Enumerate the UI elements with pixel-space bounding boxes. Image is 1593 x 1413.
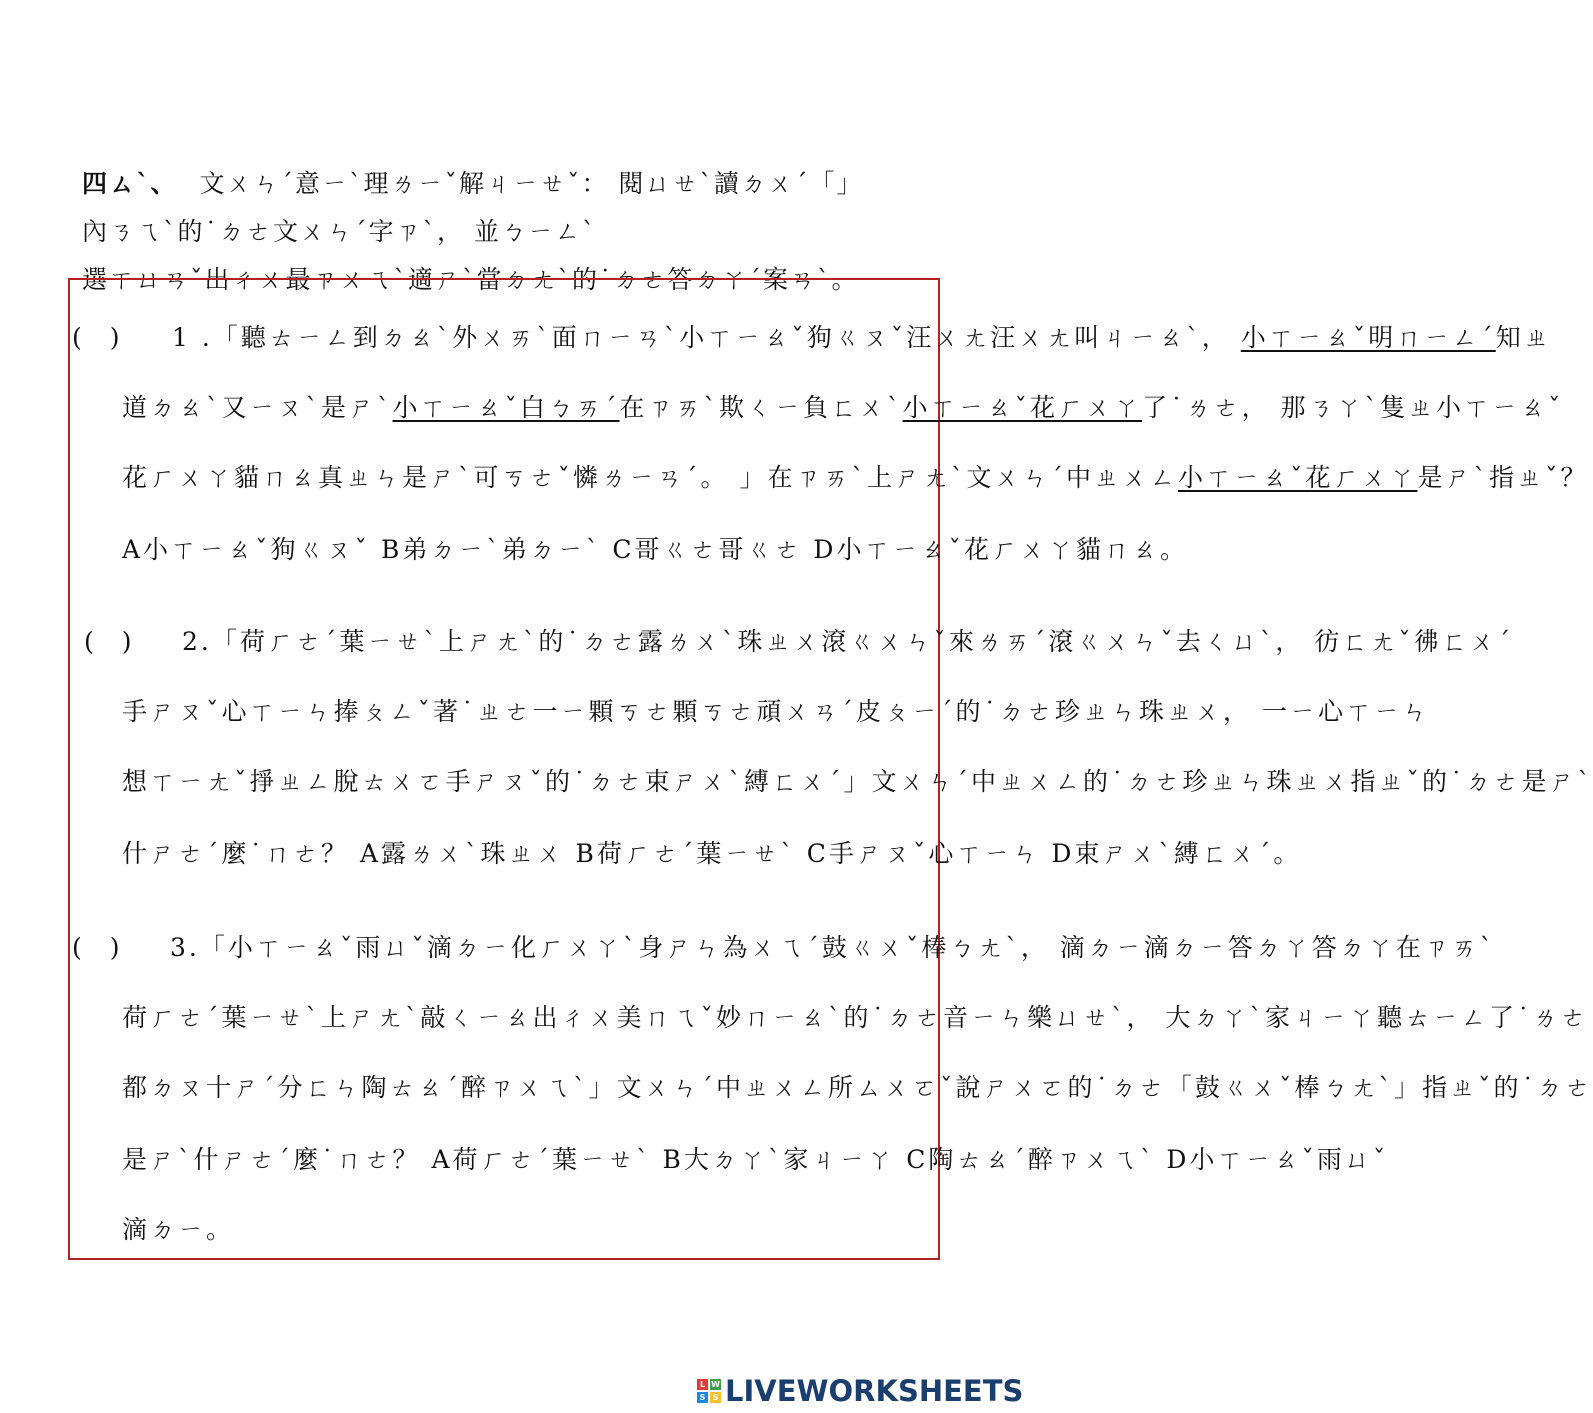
q1-line-1: 1 .「聽ㄊㄧㄥ到ㄉㄠˋ外ㄨㄞˋ面ㄇㄧㄢˋ小ㄒㄧㄠˇ狗ㄍㄡˇ汪ㄨㄤ汪ㄨㄤ叫ㄐㄧㄠˋ， 小ㄒㄧㄠˇ明ㄇㄧㄥˊ知ㄓ [172,323,1552,352]
q2-options: 什ㄕㄜˊ麼˙ㄇㄜ？ A露ㄌㄨˋ珠ㄓㄨ B荷ㄏㄜˊ葉ㄧㄝˋ C手ㄕㄡˇ心ㄒㄧㄣ D束ㄕㄨˋ縛ㄈㄨˊ。 [122,839,1302,868]
q1-options: A小ㄒㄧㄠˇ狗ㄍㄡˇ B弟ㄉㄧˋ弟ㄉㄧˋ C哥ㄍㄜ哥ㄍㄜ D小ㄒㄧㄠˇ花ㄏㄨㄚ貓ㄇㄠ。 [122,535,1188,564]
q2-answer-blank[interactable]: ( ) [84,627,132,656]
liveworksheets-logo[interactable] [697,1373,1023,1409]
heading-instruction-2: 選ㄒㄩㄢˇ出ㄔㄨ最ㄗㄨㄟˋ適ㄕˋ當ㄉㄤˋ的˙ㄉㄜ答ㄉㄚˊ案ㄢˋ。 [82,265,859,294]
q3-line-5: 滴ㄉㄧ。 [122,1215,235,1244]
q2-line-3: 想ㄒㄧㄤˇ掙ㄓㄥ脫ㄊㄨㄛ手ㄕㄡˇ的˙ㄉㄜ束ㄕㄨˋ縛ㄈㄨˊ」文ㄨㄣˊ中ㄓㄨㄥ的˙ㄉㄜ珍ㄓㄣ珠ㄓㄨ指ㄓˇ的˙ㄉㄜ是ㄕˋ [122,767,1593,796]
q1-answer-blank[interactable]: ( ) [72,323,120,352]
heading-line-1 [82,160,882,256]
q2-line-1: 2.「荷ㄏㄜˊ葉ㄧㄝˋ上ㄕㄤˋ的˙ㄉㄜ露ㄌㄨˋ珠ㄓㄨ滾ㄍㄨㄣˇ來ㄌㄞˊ滾ㄍㄨㄣˇ去ㄑㄩˋ， 彷ㄈㄤˇ彿ㄈㄨˊ [182,627,1514,656]
q1-line-3: 花ㄏㄨㄚ貓ㄇㄠ真ㄓㄣ是ㄕˋ可ㄎㄜˇ憐ㄌㄧㄢˊ。 」在ㄗㄞˋ上ㄕㄤˋ文ㄨㄣˊ中ㄓㄨㄥ小ㄒㄧㄠˇ花ㄏㄨㄚ是ㄕˋ指ㄓˇ？ [122,463,1589,492]
q1-line-2: 道ㄉㄠˋ又ㄧㄡˋ是ㄕˋ小ㄒㄧㄠˇ白ㄅㄞˊ在ㄗㄞˋ欺ㄑㄧ負ㄈㄨˋ小ㄒㄧㄠˇ花ㄏㄨㄚ了˙ㄌㄜ， 那ㄋㄚˋ隻ㄓ小ㄒㄧㄠˇ [122,393,1564,422]
heading-instruction-1: 文ㄨㄣˊ意ㄧˋ理ㄌㄧˇ解ㄐㄧㄝˇ： 閱ㄩㄝˋ讀ㄉㄨˊ「」內ㄋㄟˋ的˙ㄉㄜ文ㄨㄣˊ字ㄗˋ， 並ㄅㄧㄥˋ [82,169,864,246]
q3-options: 是ㄕˋ什ㄕㄜˊ麼˙ㄇㄜ？ A荷ㄏㄜˊ葉ㄧㄝˋ B大ㄉㄚˋ家ㄐㄧㄚ C陶ㄊㄠˊ醉ㄗㄨㄟˋ D小ㄒㄧㄠˇ雨ㄩˇ [122,1145,1389,1174]
q2-line-2: 手ㄕㄡˇ心ㄒㄧㄣ捧ㄆㄥˇ著˙ㄓㄜ一ㄧ顆ㄎㄜ顆ㄎㄜ頑ㄨㄢˊ皮ㄆㄧˊ的˙ㄉㄜ珍ㄓㄣ珠ㄓㄨ， 一ㄧ心ㄒㄧㄣ [122,697,1430,726]
q3-answer-blank[interactable]: ( ) [72,933,120,962]
q3-line-1: 3.「小ㄒㄧㄠˇ雨ㄩˇ滴ㄉㄧ化ㄏㄨㄚˋ身ㄕㄣ為ㄨㄟˊ鼓ㄍㄨˇ棒ㄅㄤˋ， 滴ㄉㄧ滴ㄉㄧ答ㄉㄚ答ㄉㄚ在ㄗㄞˋ [170,933,1496,962]
questions-box [68,278,1593,1260]
q3-line-2: 荷ㄏㄜˊ葉ㄧㄝˋ上ㄕㄤˋ敲ㄑㄧㄠ出ㄔㄨ美ㄇㄟˇ妙ㄇㄧㄠˋ的˙ㄉㄜ音ㄧㄣ樂ㄩㄝˋ， 大ㄉㄚˋ家ㄐㄧㄚ聽ㄊㄧㄥ了˙ㄌㄜ [122,1003,1589,1032]
liveworksheets-logo-text: LIVEWORKSHEETS [725,1374,1024,1408]
q1-underlined-name: 小ㄒㄧㄠˇ明ㄇㄧㄥˊ [1240,323,1496,352]
liveworksheets-logo-icon: L W S S [697,1379,721,1403]
q3-line-3: 都ㄉㄡ十ㄕˊ分ㄈㄣ陶ㄊㄠˊ醉ㄗㄨㄟˋ」文ㄨㄣˊ中ㄓㄨㄥ所ㄙㄨㄛˇ說ㄕㄨㄛ的˙ㄉㄜ「鼓ㄍㄨˇ棒ㄅㄤˋ」指ㄓˇ的˙ㄉㄜ [122,1073,1593,1102]
section-number: 四ㄙˋ、 [82,169,178,198]
